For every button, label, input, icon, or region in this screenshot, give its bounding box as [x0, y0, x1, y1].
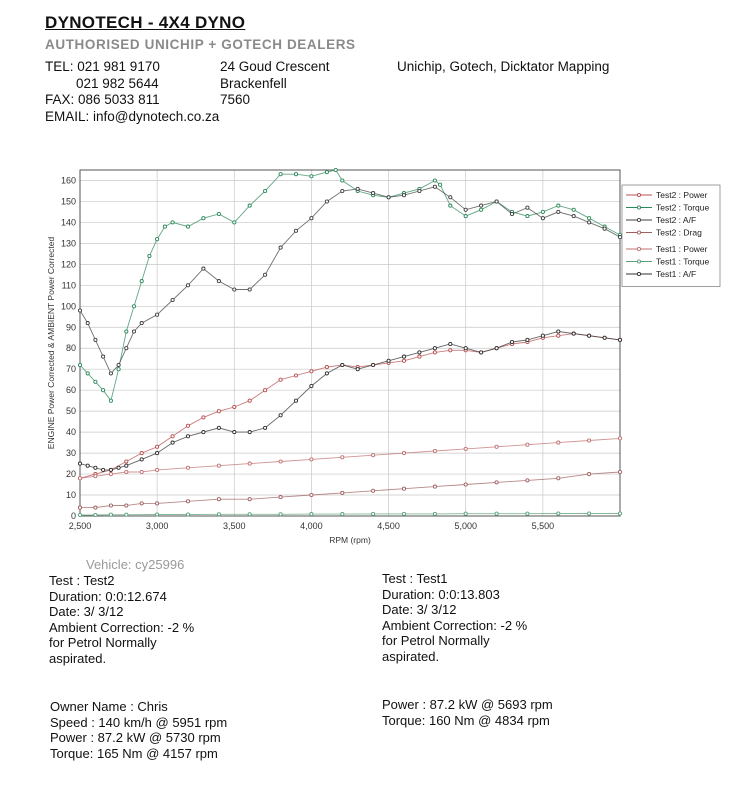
data-point — [464, 512, 467, 515]
data-point — [94, 513, 97, 516]
data-point — [618, 512, 621, 515]
data-point — [510, 340, 513, 343]
data-point — [418, 351, 421, 354]
data-point — [264, 273, 267, 276]
data-point — [341, 363, 344, 366]
data-point — [86, 372, 89, 375]
data-point — [588, 221, 591, 224]
data-point — [526, 479, 529, 482]
data-point — [217, 212, 220, 215]
data-point — [102, 389, 105, 392]
legend-label: Test2 : A/F — [656, 215, 697, 225]
data-point — [572, 332, 575, 335]
data-point — [233, 405, 236, 408]
data-point — [186, 225, 189, 228]
data-point — [171, 441, 174, 444]
address-line-3: 7560 — [220, 92, 251, 107]
test1-date: Date: 3/ 3/12 — [382, 602, 457, 617]
owner-name: Owner Name : Chris — [50, 699, 168, 714]
y-tick-label: 160 — [60, 175, 76, 186]
data-point — [78, 309, 81, 312]
legend-label: Test2 : Torque — [656, 202, 710, 213]
test2-duration: Duration: 0:0:12.674 — [49, 588, 167, 604]
max-torque-test1: Torque: 160 Nm @ 4834 rpm — [382, 712, 550, 728]
data-point — [156, 452, 159, 455]
legend-marker — [637, 218, 640, 221]
data-point — [148, 254, 151, 257]
x-tick-label: 3,000 — [145, 521, 169, 531]
data-point — [341, 456, 344, 459]
data-point — [310, 513, 313, 516]
data-point — [186, 435, 189, 438]
data-point — [325, 366, 328, 369]
data-point — [140, 280, 143, 283]
legend-marker — [637, 272, 640, 275]
x-ticks — [69, 521, 554, 531]
data-point — [156, 313, 159, 316]
data-point — [94, 475, 97, 478]
data-point — [541, 210, 544, 213]
data-point — [279, 414, 282, 417]
max-power-test2: Power : 87.2 kW @ 5730 rpm — [50, 730, 221, 745]
data-point — [132, 330, 135, 333]
x-tick-label: 4,000 — [300, 521, 323, 531]
x-tick-label: 5,500 — [531, 521, 555, 531]
data-point — [117, 368, 120, 371]
data-point — [171, 435, 174, 438]
data-point — [341, 513, 344, 516]
data-point — [618, 437, 621, 440]
y-tick-label: 140 — [60, 217, 76, 228]
data-point — [109, 473, 112, 476]
data-point — [495, 445, 498, 448]
data-point — [387, 196, 390, 199]
data-point — [341, 189, 344, 192]
tel-1: TEL: 021 981 9170 — [45, 59, 160, 74]
data-point — [186, 513, 189, 516]
data-point — [171, 298, 174, 301]
data-point — [541, 217, 544, 220]
data-point — [588, 512, 591, 515]
data-point — [202, 267, 205, 270]
data-point — [279, 246, 282, 249]
chart-svg — [40, 165, 740, 555]
y-axis-label: ENGINE Power Corrected & AMBIENT Power Corrected — [46, 236, 56, 450]
data-point — [125, 460, 128, 463]
data-point — [294, 399, 297, 402]
data-point — [402, 512, 405, 515]
data-point — [125, 470, 128, 473]
y-tick-label: 70 — [65, 364, 76, 375]
data-point — [294, 173, 297, 176]
x-axis-label: RPM (rpm) — [329, 535, 371, 545]
legend-label: Test1 : Power — [656, 244, 708, 254]
address-line-1: 24 Goud Crescent — [220, 59, 330, 74]
data-point — [433, 485, 436, 488]
test1-petrol: for Petrol Normally — [382, 633, 490, 648]
legend-label: Test2 : Power — [656, 190, 708, 200]
x-tick-label: 2,500 — [68, 521, 92, 531]
data-point — [572, 208, 575, 211]
fax: FAX: 086 5033 811 — [45, 92, 160, 107]
data-point — [325, 372, 328, 375]
data-point — [78, 363, 81, 366]
test1-results — [382, 697, 553, 728]
data-point — [495, 481, 498, 484]
data-point — [418, 189, 421, 192]
data-point — [310, 493, 313, 496]
max-power-test1: Power : 87.2 kW @ 5693 rpm — [382, 697, 553, 712]
data-point — [140, 452, 143, 455]
data-point — [279, 496, 282, 499]
data-point — [310, 217, 313, 220]
legend-label: Test2 : Drag — [656, 227, 702, 238]
test2-name: Test : Test2 — [49, 573, 115, 588]
vehicle-id: Vehicle: cy25996 — [86, 557, 185, 572]
data-point — [449, 342, 452, 345]
data-point — [248, 498, 251, 501]
data-point — [156, 445, 159, 448]
data-point — [140, 458, 143, 461]
data-point — [480, 351, 483, 354]
data-point — [310, 175, 313, 178]
data-point — [109, 504, 112, 507]
data-point — [310, 458, 313, 461]
data-point — [156, 468, 159, 471]
test1-duration: Duration: 0:0:13.803 — [382, 586, 500, 602]
data-point — [109, 468, 112, 471]
services-text: Unichip, Gotech, Dicktator Mapping — [397, 59, 610, 74]
x-tick-label: 5,000 — [454, 521, 477, 531]
legend-marker — [637, 193, 640, 196]
data-point — [526, 443, 529, 446]
data-point — [202, 416, 205, 419]
data-point — [94, 466, 97, 469]
legend-marker — [637, 206, 640, 209]
data-point — [109, 399, 112, 402]
data-point — [557, 441, 560, 444]
data-point — [233, 431, 236, 434]
data-point — [125, 347, 128, 350]
data-point — [156, 238, 159, 241]
data-point — [334, 168, 337, 171]
legend-marker — [637, 231, 640, 234]
legend-label: Test1 : Torque — [656, 256, 710, 267]
data-point — [102, 468, 105, 471]
data-point — [171, 221, 174, 224]
data-point — [109, 513, 112, 516]
data-point — [279, 460, 282, 463]
data-point — [526, 512, 529, 515]
data-point — [356, 187, 359, 190]
test2-petrol: for Petrol Normally — [49, 635, 157, 650]
data-point — [125, 464, 128, 467]
data-point — [356, 368, 359, 371]
data-point — [402, 487, 405, 490]
data-point — [125, 504, 128, 507]
test2-date: Date: 3/ 3/12 — [49, 604, 124, 619]
data-point — [464, 483, 467, 486]
data-point — [402, 359, 405, 362]
test2-results — [50, 699, 227, 761]
y-tick-label: 110 — [61, 280, 76, 291]
data-point — [387, 359, 390, 362]
test2-info — [49, 573, 194, 666]
data-point — [78, 477, 81, 480]
data-point — [402, 452, 405, 455]
data-point — [163, 225, 166, 228]
data-point — [372, 454, 375, 457]
data-point — [588, 473, 591, 476]
contact-block — [45, 59, 219, 125]
data-point — [310, 384, 313, 387]
data-point — [325, 171, 328, 174]
data-point — [117, 363, 120, 366]
data-point — [248, 204, 251, 207]
data-point — [526, 215, 529, 218]
data-point — [264, 189, 267, 192]
data-point — [618, 338, 621, 341]
data-point — [233, 288, 236, 291]
data-point — [117, 466, 120, 469]
data-point — [140, 322, 143, 325]
data-point — [449, 204, 452, 207]
data-point — [156, 513, 159, 516]
data-point — [541, 334, 544, 337]
data-point — [217, 410, 220, 413]
data-point — [557, 204, 560, 207]
data-point — [510, 212, 513, 215]
data-point — [325, 200, 328, 203]
data-point — [248, 399, 251, 402]
data-point — [140, 502, 143, 505]
y-tick-label: 150 — [60, 196, 76, 207]
data-point — [125, 330, 128, 333]
y-tick-label: 120 — [60, 259, 76, 270]
data-point — [248, 431, 251, 434]
data-point — [433, 185, 436, 188]
data-point — [557, 210, 560, 213]
data-point — [372, 192, 375, 195]
data-point — [557, 330, 560, 333]
test2-aspirated: aspirated. — [49, 650, 107, 666]
data-point — [78, 506, 81, 509]
data-point — [94, 506, 97, 509]
data-point — [495, 512, 498, 515]
test1-aspirated: aspirated. — [382, 648, 440, 664]
test1-ambient: Ambient Correction: -2 % — [382, 617, 528, 633]
data-point — [86, 322, 89, 325]
data-point — [372, 363, 375, 366]
data-point — [186, 466, 189, 469]
data-point — [449, 349, 452, 352]
data-point — [439, 183, 442, 186]
data-point — [156, 502, 159, 505]
y-tick-label: 60 — [65, 385, 76, 396]
data-point — [433, 179, 436, 182]
data-point — [233, 221, 236, 224]
address-line-2: Brackenfell — [220, 75, 287, 91]
data-point — [264, 389, 267, 392]
y-tick-label: 90 — [65, 322, 76, 333]
legend-label: Test1 : A/F — [656, 269, 697, 279]
data-point — [279, 378, 282, 381]
x-tick-label: 4,500 — [377, 521, 400, 531]
data-point — [294, 229, 297, 232]
y-tick-label: 20 — [65, 469, 76, 480]
max-torque-test2: Torque: 165 Nm @ 4157 rpm — [50, 745, 218, 761]
data-point — [279, 173, 282, 176]
test2-ambient: Ambient Correction: -2 % — [49, 619, 195, 635]
data-point — [217, 280, 220, 283]
data-point — [217, 513, 220, 516]
data-point — [202, 217, 205, 220]
data-point — [78, 462, 81, 465]
dyno-chart — [40, 165, 740, 555]
data-point — [526, 338, 529, 341]
data-point — [526, 206, 529, 209]
test1-name: Test : Test1 — [382, 571, 448, 586]
y-tick-label: 50 — [65, 406, 76, 417]
company-name: DYNOTECH - 4X4 DYNO — [45, 13, 246, 32]
legend-marker — [637, 260, 640, 263]
data-point — [480, 204, 483, 207]
data-point — [418, 355, 421, 358]
data-point — [618, 236, 621, 239]
data-point — [402, 355, 405, 358]
data-point — [588, 217, 591, 220]
tel-2: 021 982 5644 — [76, 75, 159, 91]
data-point — [132, 305, 135, 308]
data-point — [186, 424, 189, 427]
data-point — [217, 426, 220, 429]
data-point — [464, 447, 467, 450]
y-tick-label: 10 — [65, 490, 76, 501]
max-speed: Speed : 140 km/h @ 5951 rpm — [50, 714, 228, 730]
data-point — [217, 464, 220, 467]
data-point — [588, 439, 591, 442]
dealers-subtitle: AUTHORISED UNICHIP + GOTECH DEALERS — [45, 37, 356, 52]
legend — [622, 185, 720, 287]
data-point — [86, 464, 89, 467]
data-point — [294, 374, 297, 377]
data-point — [310, 370, 313, 373]
data-point — [449, 196, 452, 199]
data-point — [464, 215, 467, 218]
data-point — [202, 431, 205, 434]
email: EMAIL: info@dynotech.co.za — [45, 108, 220, 124]
data-point — [464, 347, 467, 350]
data-point — [186, 284, 189, 287]
data-point — [433, 449, 436, 452]
y-tick-label: 0 — [70, 511, 76, 521]
data-point — [557, 477, 560, 480]
data-point — [217, 498, 220, 501]
data-point — [264, 426, 267, 429]
data-point — [248, 462, 251, 465]
data-point — [279, 513, 282, 516]
data-point — [186, 500, 189, 503]
data-point — [557, 334, 560, 337]
data-point — [248, 288, 251, 291]
data-point — [588, 334, 591, 337]
x-tick-label: 3,500 — [223, 521, 246, 531]
data-point — [372, 489, 375, 492]
test1-info — [382, 571, 527, 664]
data-point — [464, 208, 467, 211]
data-point — [109, 372, 112, 375]
data-point — [78, 513, 81, 516]
data-point — [480, 208, 483, 211]
data-point — [495, 347, 498, 350]
y-tick-label: 40 — [65, 427, 76, 438]
data-point — [248, 513, 251, 516]
data-point — [372, 512, 375, 515]
data-point — [433, 351, 436, 354]
y-tick-label: 130 — [60, 238, 76, 249]
data-point — [140, 470, 143, 473]
data-point — [125, 513, 128, 516]
data-point — [341, 491, 344, 494]
address-block — [220, 59, 330, 109]
data-point — [341, 179, 344, 182]
data-point — [572, 215, 575, 218]
data-point — [94, 338, 97, 341]
data-point — [495, 200, 498, 203]
data-point — [102, 355, 105, 358]
y-tick-label: 100 — [60, 301, 76, 312]
legend-marker — [637, 247, 640, 250]
data-point — [603, 227, 606, 230]
data-point — [94, 380, 97, 383]
y-tick-label: 80 — [65, 343, 76, 354]
data-point — [557, 512, 560, 515]
data-point — [618, 470, 621, 473]
y-tick-label: 30 — [65, 448, 76, 459]
data-point — [433, 512, 436, 515]
data-point — [603, 336, 606, 339]
data-point — [433, 347, 436, 350]
data-point — [402, 194, 405, 197]
